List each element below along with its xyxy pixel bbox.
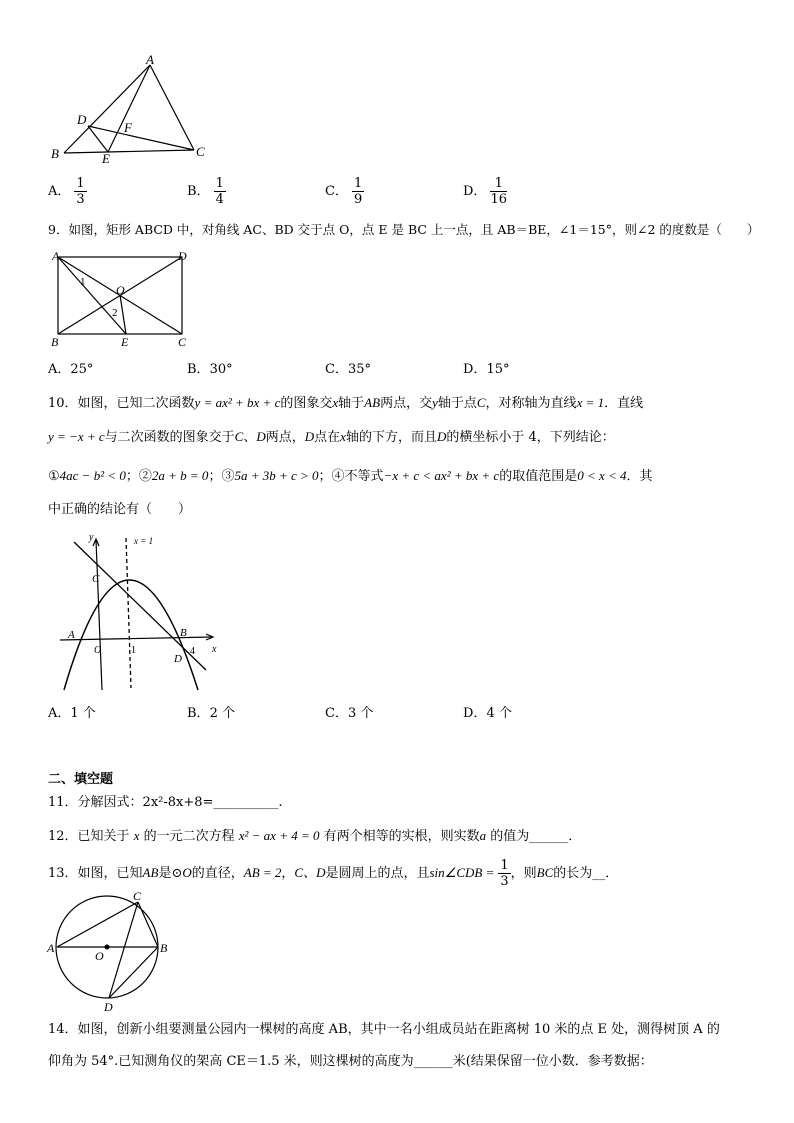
q9-option-c bbox=[325, 358, 371, 377]
q13-label-B: B bbox=[160, 941, 168, 955]
q10-D: D bbox=[256, 429, 266, 444]
q10-e4: −x + c < ax² + bx + c bbox=[383, 468, 500, 483]
q12-question bbox=[48, 826, 581, 847]
q10-fig-x: x bbox=[212, 644, 217, 655]
q14-blank: ______ bbox=[413, 1054, 453, 1069]
q10-e1: 4ac − b² < 0 bbox=[59, 468, 126, 483]
q10-line-2 bbox=[48, 427, 615, 448]
q13-CD: C、D bbox=[294, 865, 326, 880]
q10-c3: ；③ bbox=[208, 469, 235, 484]
q13-t2: 是⊙ bbox=[158, 866, 183, 881]
q10-t12: 轴的下方，而且 bbox=[345, 430, 437, 445]
q10-C: C bbox=[476, 395, 486, 410]
q9-option-a-letter: A． bbox=[48, 362, 71, 377]
q10-t11: 点在 bbox=[314, 430, 341, 445]
q10-c2: ；② bbox=[125, 469, 152, 484]
q10-e3: 5a + 3b + c > 0 bbox=[234, 468, 319, 483]
q9-option-b bbox=[187, 358, 233, 377]
q10-fig-D: D bbox=[174, 653, 182, 665]
q10-line-1 bbox=[48, 393, 643, 414]
q11-blank: __________ bbox=[213, 795, 279, 810]
q13-eq1: AB = 2 bbox=[243, 865, 282, 880]
q8-option-d-num: 1 bbox=[490, 176, 507, 192]
q10-fig-one: 1 bbox=[131, 645, 136, 656]
q12-t3: 有两个相等的实根，则实数 bbox=[319, 829, 480, 844]
q11-text: 11．分解因式：2x²-8x+8= bbox=[48, 795, 214, 810]
q9-option-a bbox=[48, 358, 93, 377]
q8-option-a bbox=[48, 176, 87, 207]
q9-label-E: E bbox=[121, 335, 129, 348]
q14-line-2 bbox=[48, 1052, 653, 1072]
q12-t1: 12．已知关于 bbox=[48, 829, 134, 844]
q12-eq: x² − ax + 4 = 0 bbox=[238, 828, 320, 843]
q13-t1: 13．如图，已知 bbox=[48, 866, 143, 881]
q10-A: A bbox=[364, 395, 373, 410]
q10-e5: 0 < x < 4 bbox=[577, 468, 627, 483]
q10-parabola-figure bbox=[56, 530, 226, 692]
q14-t2: 米(结果保留一位小数．参考数据： bbox=[452, 1054, 653, 1069]
q10-option-b bbox=[187, 702, 235, 721]
q10-t2: 的图象交 bbox=[280, 396, 333, 411]
q13-t8: ． bbox=[605, 866, 619, 881]
q13-O: O bbox=[182, 865, 192, 880]
q8-option-d-fraction bbox=[490, 176, 507, 207]
q9-label-A: A bbox=[52, 249, 60, 263]
q8-triangle-figure bbox=[44, 50, 224, 170]
q10-line-3 bbox=[48, 466, 653, 487]
q10-t4: 两点，交 bbox=[380, 396, 433, 411]
q10-x2: x bbox=[340, 429, 346, 444]
q8-option-c-num: 1 bbox=[353, 176, 363, 191]
q10-eq-line: y = −x + c bbox=[48, 429, 105, 444]
q10-c5: 的取值范围是 bbox=[499, 469, 578, 484]
q8-option-b-letter: B． bbox=[187, 184, 210, 199]
q13-circle-figure bbox=[44, 888, 184, 1014]
q13-t3: 的直径， bbox=[191, 866, 244, 881]
q8-label-A: A bbox=[146, 52, 154, 67]
q9-question-text: 9．如图，矩形 ABCD 中，对角线 AC、BD 交于点 O，点 E 是 BC 上一点，且 AB＝BE，∠1＝15°，则∠2 的度数是（ ） bbox=[48, 222, 760, 237]
q10-D3: D bbox=[436, 429, 447, 444]
q9-option-a-text: 25° bbox=[70, 362, 94, 377]
q10-B: B bbox=[372, 395, 381, 410]
q10-option-c-text: 3 个 bbox=[347, 706, 374, 721]
q10-t1: 10．如图，已知二次函数 bbox=[48, 396, 195, 411]
q8-option-b-den: 4 bbox=[215, 192, 224, 207]
q8-option-b-num: 1 bbox=[215, 176, 224, 191]
q10-option-c-letter: C． bbox=[325, 706, 348, 721]
q13-num: 1 bbox=[500, 858, 509, 873]
q10-t5: 轴于点 bbox=[437, 396, 477, 411]
q8-option-a-num: 1 bbox=[76, 176, 85, 191]
q13-blank: __ bbox=[592, 866, 606, 881]
q8-option-b-fraction bbox=[214, 176, 226, 207]
q12-a: a bbox=[479, 828, 487, 843]
q12-t2: 的一元二次方程 bbox=[139, 829, 239, 844]
q13-sin: sin∠CDB = bbox=[429, 865, 495, 880]
q10-option-a-text: 1 个 bbox=[70, 706, 96, 721]
q13-question bbox=[48, 858, 618, 889]
q8-option-d bbox=[463, 176, 507, 207]
q9-label-B: B bbox=[51, 335, 59, 348]
q13-AB: AB bbox=[142, 865, 159, 880]
q10-fig-A: A bbox=[68, 629, 75, 641]
q13-fraction bbox=[498, 858, 510, 889]
q8-option-b bbox=[187, 176, 226, 207]
q10-option-c bbox=[325, 702, 373, 721]
q13-label-O: O bbox=[95, 949, 104, 963]
q10-c6: ．其 bbox=[626, 469, 653, 484]
q10-fig-y: y bbox=[89, 532, 94, 543]
q10-t7: ．直线 bbox=[604, 396, 644, 411]
q13-t5: 是圆周上的点，且 bbox=[325, 866, 430, 881]
q10-option-d-text: 4 个 bbox=[486, 706, 512, 721]
q14-t1: 仰角为 54°.已知测角仪的架高 CE＝1.5 米，则这棵树的高度为 bbox=[48, 1054, 414, 1069]
q8-option-a-fraction bbox=[74, 176, 86, 207]
q10-t3: 轴于 bbox=[338, 396, 365, 411]
q10-option-b-letter: B． bbox=[187, 706, 210, 721]
q10-t9: 、 bbox=[243, 430, 257, 445]
q8-option-c bbox=[325, 176, 364, 207]
q9-option-c-letter: C． bbox=[325, 362, 348, 377]
q8-option-a-letter: A． bbox=[48, 184, 71, 199]
q13-label-A: A bbox=[47, 941, 55, 955]
q11-question bbox=[48, 793, 283, 813]
q9-label-D: D bbox=[178, 249, 187, 263]
q9-option-b-text: 30° bbox=[209, 362, 233, 377]
q10-option-b-text: 2 个 bbox=[209, 706, 235, 721]
q10-eq-axis: x = 1 bbox=[576, 395, 605, 410]
q10-option-d-letter: D． bbox=[463, 706, 487, 721]
q9-label-C: C bbox=[178, 335, 187, 348]
q10-option-d bbox=[463, 702, 512, 721]
q8-label-E: E bbox=[102, 151, 110, 166]
q9-option-d-text: 15° bbox=[486, 362, 510, 377]
q10-option-a-letter: A． bbox=[48, 706, 71, 721]
q10-fig-four: 4 bbox=[190, 646, 195, 657]
q9-label-O: O bbox=[116, 283, 125, 297]
q9-option-c-text: 35° bbox=[347, 362, 371, 377]
q11-end: . bbox=[278, 795, 283, 810]
q10-option-a bbox=[48, 702, 96, 721]
q8-option-d-letter: D． bbox=[463, 184, 487, 199]
q9-label-two: 2 bbox=[112, 307, 118, 319]
q9-rectangle-figure bbox=[46, 248, 196, 348]
q10-t13: 的横坐标小于 4，下列结论： bbox=[446, 430, 615, 445]
q10-e2: 2a + b = 0 bbox=[151, 468, 209, 483]
q8-label-C: C bbox=[196, 144, 205, 159]
q9-label-one: 1 bbox=[80, 276, 86, 288]
q10-eq-quadratic: y = ax² + bx + c bbox=[194, 395, 281, 410]
q9-option-d-letter: D． bbox=[463, 362, 487, 377]
q8-label-D: D bbox=[77, 112, 87, 127]
q9-option-d bbox=[463, 358, 509, 377]
q10-D2: D bbox=[304, 429, 315, 444]
q8-option-c-fraction bbox=[352, 176, 364, 207]
q13-BC: BC bbox=[536, 865, 554, 880]
q10-fig-C: C bbox=[92, 573, 100, 585]
q10-line-4: 中正确的结论有（ ） bbox=[48, 502, 192, 517]
q12-blank: ______ bbox=[529, 829, 569, 844]
q12-t5: ． bbox=[568, 829, 582, 844]
q10-t10: 两点， bbox=[265, 430, 305, 445]
q10-fig-B: B bbox=[180, 627, 187, 639]
q8-option-d-den: 16 bbox=[490, 192, 507, 207]
q13-label-C: C bbox=[133, 889, 142, 903]
q13-label-D: D bbox=[104, 1000, 113, 1014]
q14-line-1: 14．如图，创新小组要测量公园内一棵树的高度 AB，其中一名小组成员站在距离树 10 米的点 E 处，测得树顶 A 的 bbox=[48, 1022, 720, 1037]
q12-t4: 的值为 bbox=[486, 829, 530, 844]
q12-x: x bbox=[133, 828, 140, 843]
q13-t6: ，则 bbox=[510, 866, 537, 881]
q9-option-b-letter: B． bbox=[187, 362, 210, 377]
q8-option-a-den: 3 bbox=[76, 192, 85, 207]
q10-c4: ；④不等式 bbox=[318, 469, 384, 484]
q10-fig-O: O bbox=[94, 645, 102, 656]
q10-x: x bbox=[332, 395, 339, 410]
q8-label-B: B bbox=[51, 146, 59, 161]
q10-y: y bbox=[432, 395, 438, 410]
section-heading-fill-blank: 二、填空题 bbox=[48, 772, 114, 787]
q13-t4: ， bbox=[281, 866, 295, 881]
q10-c1: ① bbox=[48, 469, 60, 484]
q8-option-c-letter: C． bbox=[325, 184, 348, 199]
q8-label-F: F bbox=[124, 120, 132, 135]
q10-t6: ，对称轴为直线 bbox=[485, 396, 577, 411]
q13-t7: 的长为 bbox=[553, 866, 593, 881]
q13-den: 3 bbox=[500, 874, 509, 889]
q10-C2: C bbox=[234, 429, 244, 444]
q8-option-c-den: 9 bbox=[353, 192, 363, 207]
q10-t8: 与二次函数的图象交于 bbox=[104, 430, 235, 445]
q10-fig-x1: x = 1 bbox=[134, 536, 154, 546]
